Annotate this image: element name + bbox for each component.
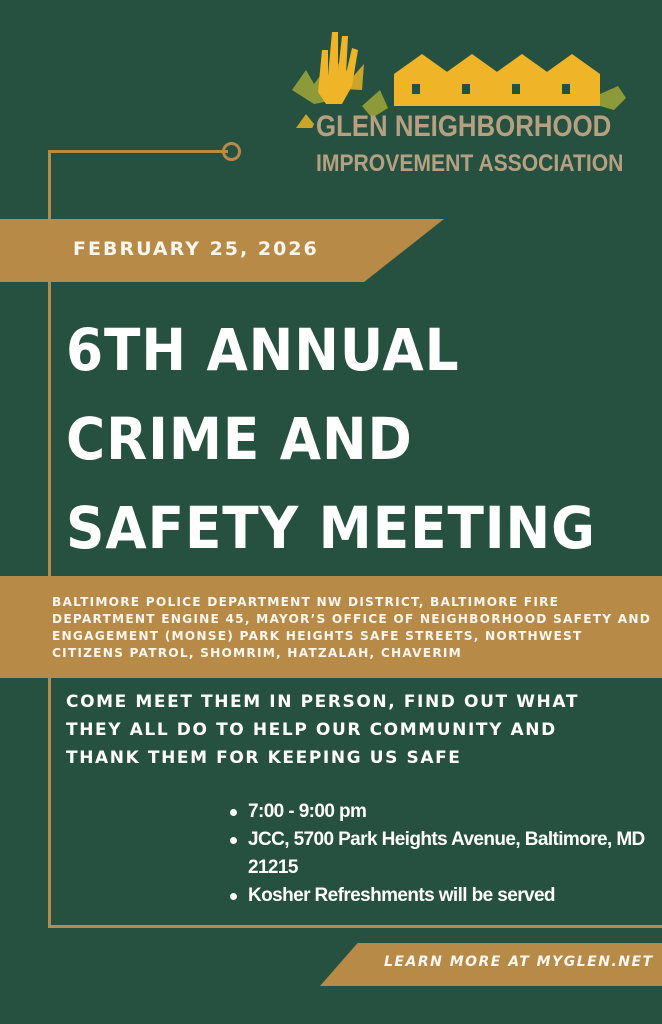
detail-item-location (230, 826, 650, 882)
decorative-bottom-line (48, 925, 662, 928)
bullet-icon (230, 837, 237, 844)
detail-location: JCC, 5700 Park Heights Avenue, Baltimore, MD 21215 (248, 829, 645, 878)
event-details-list (230, 798, 650, 910)
detail-item-time (230, 798, 650, 826)
bullet-icon (230, 893, 237, 900)
logo-subtitle: IMPROVEMENT ASSOCIATION (316, 150, 624, 177)
title-line-2: CRIME AND (66, 405, 413, 473)
glen-association-logo (284, 28, 634, 188)
logo-title: GLEN NEIGHBORHOOD (316, 110, 612, 143)
partner-list: BALTIMORE POLICE DEPARTMENT NW DISTRICT, BALTIMORE FIRE DEPARTMENT ENGINE 45, MAYOR’S OFFICE OF NEIGHBORHOOD SAFETY AND ENGAGEMENT (MONSE) PARK HEIGHTS SAFE STREETS, NORTHWEST CITIZENS PATROL, SHOMRIM, HATZALAH, CHAVERIM (52, 595, 652, 660)
decorative-circle (222, 142, 241, 161)
detail-item-refreshments (230, 882, 650, 910)
event-tagline: COME MEET THEM IN PERSON, FIND OUT WHAT THEY ALL DO TO HELP OUR COMMUNITY AND THANK THEM FOR KEEPING US SAFE (66, 692, 580, 768)
bullet-icon (230, 809, 237, 816)
title-line-1: 6TH ANNUAL (66, 316, 460, 384)
detail-refreshments: Kosher Refreshments will be served (248, 885, 555, 906)
detail-time: 7:00 - 9:00 pm (248, 801, 367, 822)
decorative-top-line (48, 150, 228, 153)
website-link[interactable]: LEARN MORE AT MYGLEN.NET (384, 954, 654, 970)
title-line-3: SAFETY MEETING (66, 494, 596, 562)
event-title (66, 306, 662, 573)
event-date: FEBRUARY 25, 2026 (73, 238, 319, 260)
